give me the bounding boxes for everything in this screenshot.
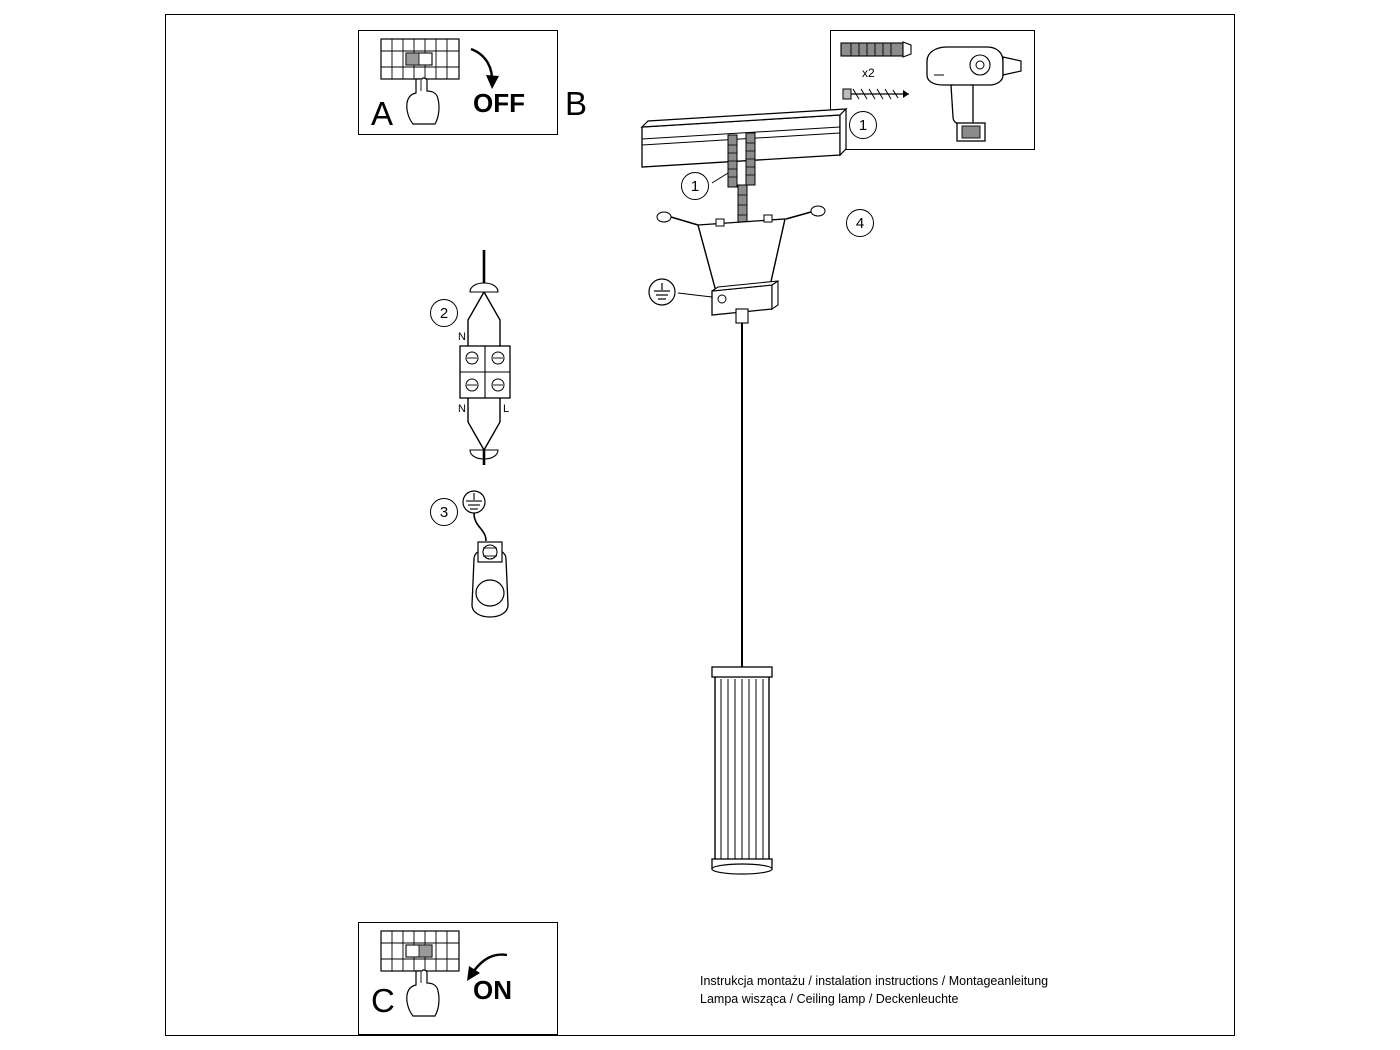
circuit-breaker-switch-off-icon: [381, 39, 459, 79]
power-drill-icon: [927, 47, 1021, 141]
label-terminal-n-bottom: N: [458, 403, 466, 415]
hand-pointing-icon: [407, 970, 439, 1016]
label-quantity-x2: x2: [862, 66, 875, 80]
label-section-b: B: [565, 85, 588, 122]
hand-pointing-icon: [407, 78, 439, 124]
step-2-graphic: [440, 250, 570, 465]
callout-1-ceiling: 1: [681, 172, 709, 200]
footer-captions: [700, 972, 1048, 1008]
label-terminal-l: L: [503, 403, 510, 415]
label-section-a: A: [371, 95, 394, 132]
callout-2: 2: [430, 299, 458, 327]
ceiling-slab-icon: [642, 109, 846, 167]
step-3-graphic: [450, 485, 560, 645]
curved-arrow-icon: [471, 49, 499, 89]
suspension-cable-icon: [736, 309, 748, 673]
ground-screw-clamp-icon: [472, 542, 508, 617]
callout-3: 3: [430, 498, 458, 526]
callout-4-screws: 4: [846, 209, 874, 237]
earth-ground-symbol-icon: [649, 279, 675, 305]
wall-plug-dowel-icon: [841, 42, 911, 57]
label-section-c: C: [371, 982, 395, 1019]
ribbed-cylinder-lamp-shade-icon: [712, 667, 772, 874]
label-off: OFF: [473, 88, 525, 118]
callout-1-panel: 1: [849, 111, 877, 139]
label-terminal-n-top: N: [458, 331, 466, 343]
circuit-breaker-switch-on-icon: [381, 931, 459, 971]
footer-line-2: Lampa wisząca / Ceiling lamp / Deckenleuchte: [700, 992, 959, 1006]
lamp-canopy-bracket-icon: [657, 206, 825, 315]
label-on: ON: [473, 975, 512, 1005]
footer-line-1: Instrukcja montażu / instalation instructions / Montageanleitung: [700, 974, 1049, 988]
wire-terminal-block-icon: [460, 250, 510, 465]
earth-ground-symbol-icon: [463, 491, 485, 513]
